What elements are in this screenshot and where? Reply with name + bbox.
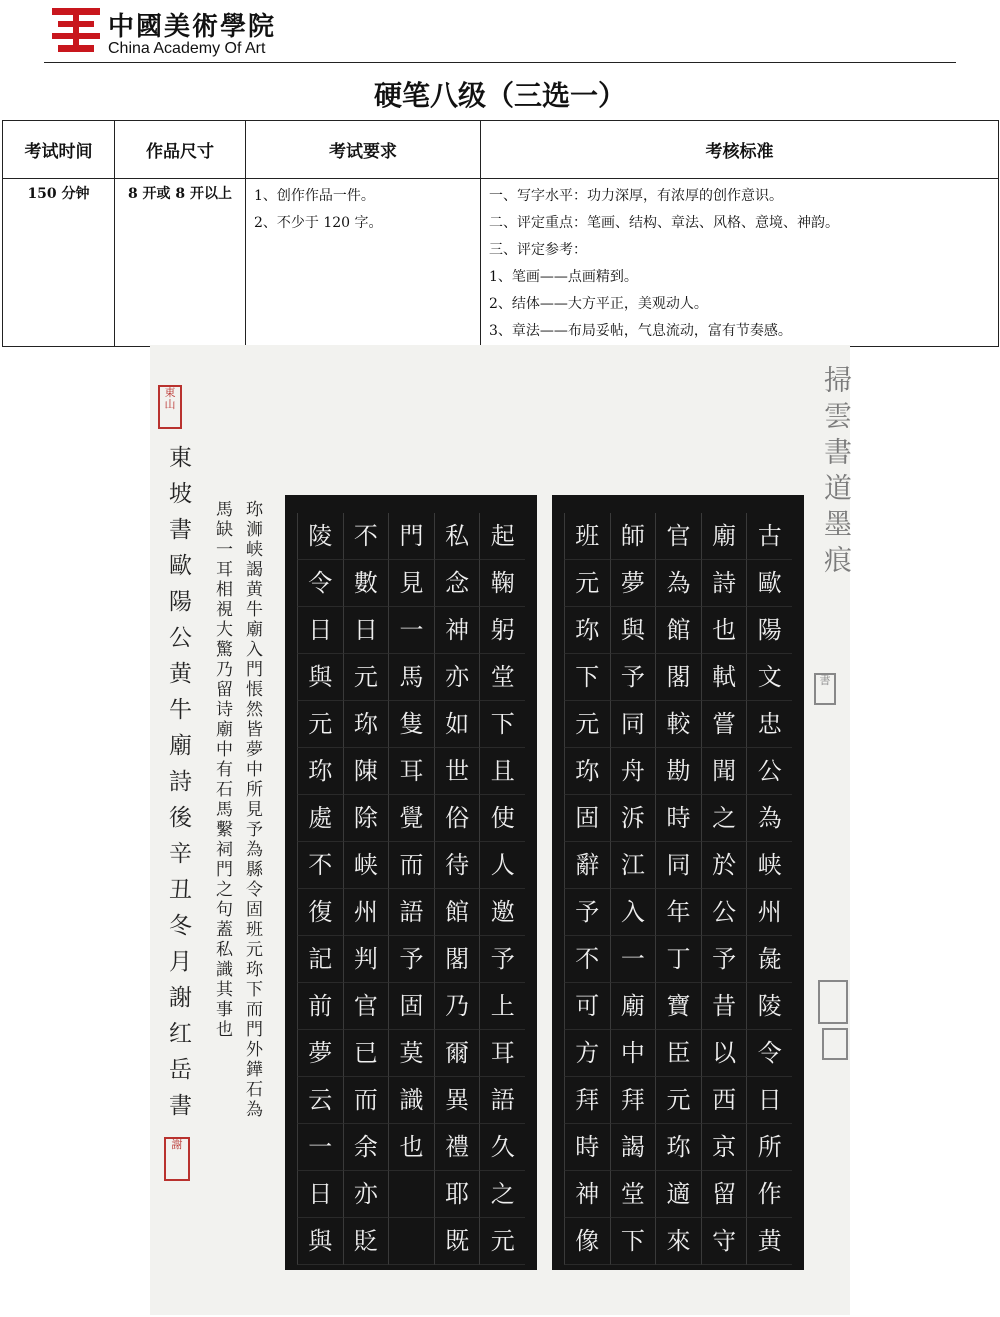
calligraphy-character: 所 (746, 1124, 792, 1171)
header-assessment-standards: 考核标准 (481, 121, 999, 179)
table-header-row (3, 121, 999, 179)
calligraphy-character: 予 (479, 936, 525, 983)
calligraphy-character: 日 (297, 607, 343, 654)
calligraphy-character: 夢 (297, 1030, 343, 1077)
calligraphy-character: 日 (343, 607, 389, 654)
calligraphy-character: 聞 (701, 748, 747, 795)
calligraphy-character: 不 (343, 513, 389, 560)
calligraphy-character: 古 (746, 513, 792, 560)
calligraphy-character (388, 1171, 434, 1218)
calligraphy-character: 京 (701, 1124, 747, 1171)
calligraphy-character: 使 (479, 795, 525, 842)
calligraphy-character: 爾 (434, 1030, 480, 1077)
calligraphy-character: 而 (343, 1077, 389, 1124)
calligraphy-character: 既 (434, 1218, 480, 1265)
calligraphy-character: 謁 (610, 1124, 656, 1171)
calligraphy-character: 躬 (479, 607, 525, 654)
exam-spec-table (2, 120, 999, 347)
standard-item: 1、笔画——点画精到。 (489, 269, 638, 285)
calligraphy-character: 與 (297, 654, 343, 701)
standard-item: 3、章法——布局妥帖，气息流动，富有节奏感。 (489, 323, 792, 339)
calligraphy-character: 官 (655, 513, 701, 560)
calligraphy-character: 同 (610, 701, 656, 748)
calligraphy-character: 私 (434, 513, 480, 560)
calligraphy-character: 一 (610, 936, 656, 983)
calligraphy-character: 官 (343, 983, 389, 1030)
academy-logo (52, 6, 312, 58)
calligraphy-character: 與 (610, 607, 656, 654)
table-row (3, 179, 999, 347)
calligraphy-character: 處 (297, 795, 343, 842)
calligraphy-character: 為 (746, 795, 792, 842)
calligraphy-character: 時 (564, 1124, 610, 1171)
calligraphy-character: 適 (655, 1171, 701, 1218)
calligraphy-character: 一 (388, 607, 434, 654)
calligraphy-character: 勘 (655, 748, 701, 795)
calligraphy-character: 陵 (297, 513, 343, 560)
calligraphy-character: 令 (746, 1030, 792, 1077)
logo-mark-icon (52, 8, 100, 54)
calligraphy-character: 與 (297, 1218, 343, 1265)
calligraphy-character: 且 (479, 748, 525, 795)
calligraphy-character: 人 (479, 842, 525, 889)
calligraphy-character: 起 (479, 513, 525, 560)
calligraphy-character: 世 (434, 748, 480, 795)
calligraphy-character: 前 (297, 983, 343, 1030)
calligraphy-character: 隻 (388, 701, 434, 748)
calligraphy-character: 堂 (479, 654, 525, 701)
calligraphy-character: 而 (388, 842, 434, 889)
calligraphy-character: 一 (297, 1124, 343, 1171)
calligraphy-character: 也 (701, 607, 747, 654)
calligraphy-character: 見 (388, 560, 434, 607)
calligraphy-character: 夢 (610, 560, 656, 607)
cell-work-size: 8 开或 8 开以上 (115, 179, 246, 347)
cell-requirements (246, 179, 481, 347)
header-exam-time: 考试时间 (3, 121, 115, 179)
calligraphy-character: 除 (343, 795, 389, 842)
calligraphy-character: 珎 (297, 748, 343, 795)
calligraphy-character: 州 (746, 889, 792, 936)
calligraphy-character: 年 (655, 889, 701, 936)
calligraphy-character: 予 (564, 889, 610, 936)
calligraphy-character: 陳 (343, 748, 389, 795)
calligraphy-character: 廟 (701, 513, 747, 560)
calligraphy-character: 昔 (701, 983, 747, 1030)
calligraphy-character: 陵 (746, 983, 792, 1030)
calligraphy-character: 識 (388, 1077, 434, 1124)
calligraphy-character: 峡 (343, 842, 389, 889)
calligraphy-character: 西 (701, 1077, 747, 1124)
calligraphy-character: 軾 (701, 654, 747, 701)
calligraphy-character: 陽 (746, 607, 792, 654)
calligraphy-character: 記 (297, 936, 343, 983)
calligraphy-character: 班 (564, 513, 610, 560)
calligraphy-character: 元 (297, 701, 343, 748)
calligraphy-character (388, 1218, 434, 1265)
calligraphy-character: 閣 (655, 654, 701, 701)
calligraphy-character: 入 (610, 889, 656, 936)
calligraphy-character: 元 (479, 1218, 525, 1265)
calligraphy-character: 為 (655, 560, 701, 607)
calligraphy-character: 泝 (610, 795, 656, 842)
calligraphy-panel-right (552, 495, 804, 1270)
calligraphy-character: 覺 (388, 795, 434, 842)
logo-chinese-name: 中國美術學院 (108, 12, 277, 42)
calligraphy-character: 黄 (746, 1218, 792, 1265)
calligraphy-character: 文 (746, 654, 792, 701)
calligraphy-character: 貶 (343, 1218, 389, 1265)
calligraphy-character: 也 (388, 1124, 434, 1171)
calligraphy-character: 門 (388, 513, 434, 560)
calligraphy-character: 來 (655, 1218, 701, 1265)
standard-item: 2、结体——大方平正，美观动人。 (489, 296, 708, 312)
calligraphy-character: 館 (655, 607, 701, 654)
calligraphy-character: 元 (564, 560, 610, 607)
calligraphy-character: 歐 (746, 560, 792, 607)
calligraphy-character: 上 (479, 983, 525, 1030)
calligraphy-character: 珎 (564, 607, 610, 654)
calligraphy-character: 日 (746, 1077, 792, 1124)
calligraphy-character: 乃 (434, 983, 480, 1030)
calligraphy-character: 云 (297, 1077, 343, 1124)
calligraphy-character: 固 (564, 795, 610, 842)
calligraphy-character: 予 (388, 936, 434, 983)
calligraphy-character: 珎 (564, 748, 610, 795)
calligraphy-character: 閣 (434, 936, 480, 983)
calligraphy-character: 於 (701, 842, 747, 889)
seal-stamp-icon (822, 1028, 848, 1060)
calligraphy-character: 耳 (479, 1030, 525, 1077)
calligraphy-character: 亦 (343, 1171, 389, 1218)
calligraphy-character: 已 (343, 1030, 389, 1077)
calligraphy-character: 神 (434, 607, 480, 654)
seal-stamp: 東山 (158, 385, 182, 429)
calligraphy-character: 判 (343, 936, 389, 983)
calligraphy-character: 日 (297, 1171, 343, 1218)
calligraphy-character: 語 (479, 1077, 525, 1124)
standard-item: 三、评定参考： (489, 242, 587, 258)
seal-stamp-icon (818, 980, 848, 1024)
calligraphy-character: 守 (701, 1218, 747, 1265)
calligraphy-character: 臣 (655, 1030, 701, 1077)
artwork-annotation-line: 馬缺一耳相視大驚乃留诗廟中有石馬繫祠門之句蓋私識其事也 (212, 500, 232, 1040)
seal-stamp: 書 (814, 673, 836, 705)
page-title: 硬笔八级（三选一） (373, 79, 626, 112)
calligraphy-character: 耶 (434, 1171, 480, 1218)
calligraphy-character: 同 (655, 842, 701, 889)
calligraphy-character: 州 (343, 889, 389, 936)
calligraphy-character: 復 (297, 889, 343, 936)
calligraphy-character: 之 (701, 795, 747, 842)
calligraphy-character: 禮 (434, 1124, 480, 1171)
calligraphy-character: 不 (564, 936, 610, 983)
calligraphy-character: 下 (479, 701, 525, 748)
calligraphy-character: 珎 (655, 1124, 701, 1171)
calligraphy-character: 詩 (701, 560, 747, 607)
calligraphy-character: 寶 (655, 983, 701, 1030)
calligraphy-character: 公 (701, 889, 747, 936)
calligraphy-character: 俗 (434, 795, 480, 842)
calligraphy-character: 下 (610, 1218, 656, 1265)
standard-item: 一、写字水平：功力深厚，有浓厚的创作意识。 (489, 188, 783, 204)
calligraphy-character: 久 (479, 1124, 525, 1171)
calligraphy-character: 元 (564, 701, 610, 748)
calligraphy-artwork (150, 345, 853, 1315)
requirement-item: 1、创作作品一件。 (254, 188, 375, 204)
calligraphy-character: 彘 (746, 936, 792, 983)
calligraphy-character: 時 (655, 795, 701, 842)
calligraphy-character: 辭 (564, 842, 610, 889)
header-divider (44, 62, 956, 63)
artwork-annotation-line: 珎浉峡謁黄牛廟入門悵然皆夢中所見予為縣令固班元珎下而門外鏵石為 (242, 500, 262, 1120)
calligraphy-character: 廟 (610, 983, 656, 1030)
calligraphy-character: 亦 (434, 654, 480, 701)
calligraphy-character: 異 (434, 1077, 480, 1124)
calligraphy-character: 不 (297, 842, 343, 889)
calligraphy-character: 方 (564, 1030, 610, 1077)
calligraphy-character: 拜 (564, 1077, 610, 1124)
calligraphy-character: 珎 (343, 701, 389, 748)
calligraphy-character: 余 (343, 1124, 389, 1171)
calligraphy-character: 以 (701, 1030, 747, 1077)
seal-stamp: 謝 (164, 1137, 190, 1181)
calligraphy-character: 固 (388, 983, 434, 1030)
calligraphy-character: 作 (746, 1171, 792, 1218)
calligraphy-character: 耳 (388, 748, 434, 795)
logo-english-name: China Academy Of Art (108, 40, 266, 57)
standard-item: 二、评定重点：笔画、结构、章法、风格、意境、神韵。 (489, 215, 839, 231)
calligraphy-character: 拜 (610, 1077, 656, 1124)
character-grid (564, 513, 792, 1253)
calligraphy-character: 元 (655, 1077, 701, 1124)
calligraphy-character: 之 (479, 1171, 525, 1218)
cell-standards (481, 179, 999, 347)
calligraphy-character: 元 (343, 654, 389, 701)
calligraphy-character: 堂 (610, 1171, 656, 1218)
character-grid (297, 513, 525, 1253)
calligraphy-character: 忠 (746, 701, 792, 748)
calligraphy-character: 數 (343, 560, 389, 607)
calligraphy-character: 像 (564, 1218, 610, 1265)
artwork-signature: 東坡書歐陽公黄牛廟詩後辛丑冬月謝红岳書 (165, 445, 191, 1129)
calligraphy-character: 中 (610, 1030, 656, 1077)
calligraphy-panel-left (285, 495, 537, 1270)
calligraphy-character: 馬 (388, 654, 434, 701)
calligraphy-character: 江 (610, 842, 656, 889)
calligraphy-character: 如 (434, 701, 480, 748)
calligraphy-character: 語 (388, 889, 434, 936)
calligraphy-character: 待 (434, 842, 480, 889)
header-work-size: 作品尺寸 (115, 121, 246, 179)
calligraphy-character: 令 (297, 560, 343, 607)
calligraphy-character: 館 (434, 889, 480, 936)
brand-vertical-text: 掃雲書道墨痕 (820, 365, 853, 581)
calligraphy-character: 莫 (388, 1030, 434, 1077)
calligraphy-character: 公 (746, 748, 792, 795)
calligraphy-character: 鞠 (479, 560, 525, 607)
calligraphy-character: 神 (564, 1171, 610, 1218)
calligraphy-character: 予 (701, 936, 747, 983)
calligraphy-character: 邀 (479, 889, 525, 936)
calligraphy-character: 峡 (746, 842, 792, 889)
calligraphy-character: 嘗 (701, 701, 747, 748)
calligraphy-character: 舟 (610, 748, 656, 795)
calligraphy-character: 師 (610, 513, 656, 560)
calligraphy-character: 留 (701, 1171, 747, 1218)
calligraphy-character: 較 (655, 701, 701, 748)
header-exam-requirements: 考试要求 (246, 121, 481, 179)
calligraphy-character: 念 (434, 560, 480, 607)
calligraphy-character: 丁 (655, 936, 701, 983)
calligraphy-character: 可 (564, 983, 610, 1030)
calligraphy-character: 予 (610, 654, 656, 701)
requirement-item: 2、不少于 120 字。 (254, 215, 383, 231)
cell-exam-time: 150 分钟 (3, 179, 115, 347)
calligraphy-character: 下 (564, 654, 610, 701)
